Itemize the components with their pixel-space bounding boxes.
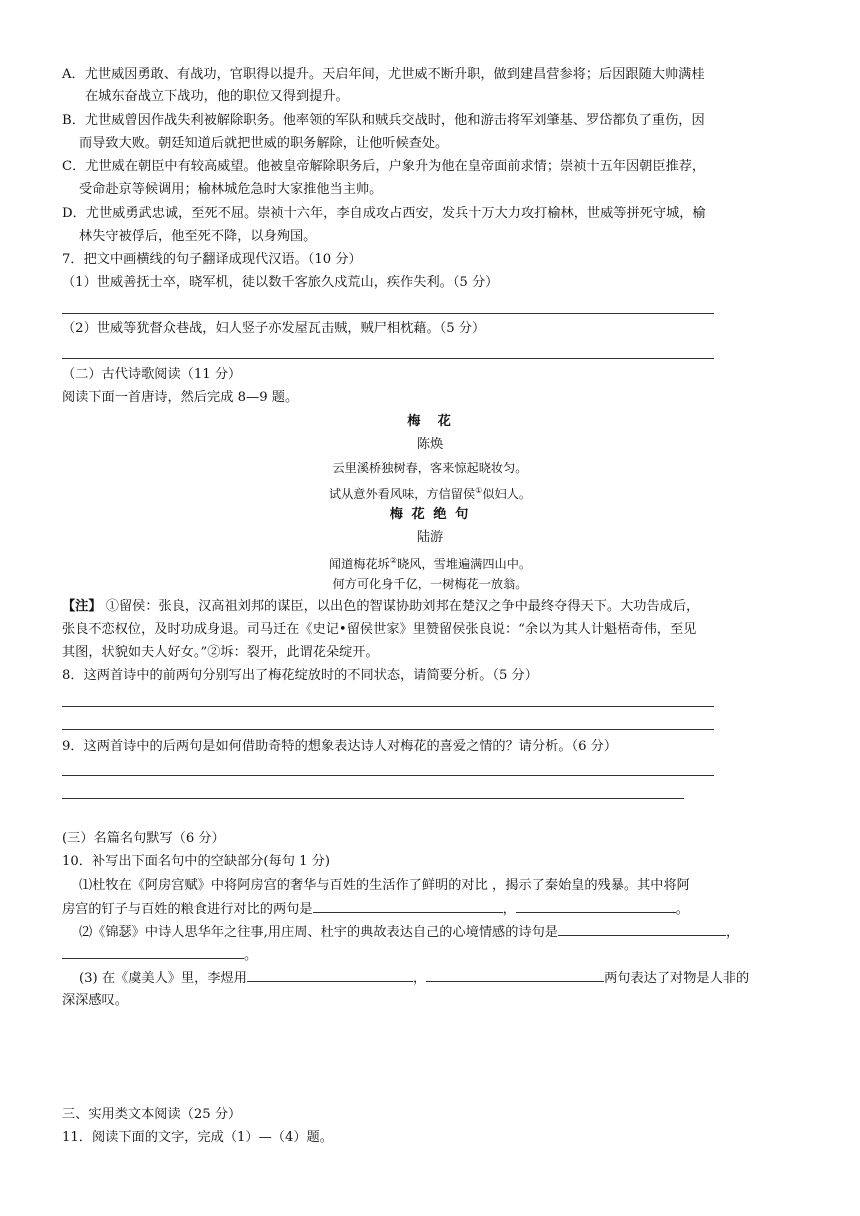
question-8: 8．这两首诗中的前两句分别写出了梅花绽放时的不同状态，请简要分析。（5 分） bbox=[62, 668, 538, 683]
option-a-line1: A．尤世威因勇敢、有战功，官职得以提升。天启年间，尤世威不断升职，做到建昌营参将；后因跟随大帅满桂 bbox=[62, 67, 705, 82]
annotation-line: 其图，状貌如夫人好女。”②坼：裂开，此谓花朵绽开。 bbox=[62, 645, 379, 660]
answer-line[interactable] bbox=[62, 798, 684, 799]
blank-input[interactable] bbox=[247, 967, 413, 982]
poem-line: 云里溪桥独树春，客来惊起晓妆匀。 bbox=[332, 461, 528, 475]
poem-line: 试从意外看风味，方信留侯①似妇人。 bbox=[328, 486, 532, 502]
option-c-line1: C．尤世威在朝臣中有较高威望。他被皇帝解除职务后，户象升为他在皇帝面前求情；崇祯十五年因朝臣推荐， bbox=[62, 159, 706, 174]
option-b-line1: B．尤世威曾因作战失利被解除职务。他率领的军队和贼兵交战时，他和游击将军刘肇基、罗岱都负了重伤，因 bbox=[62, 113, 705, 128]
fill-item-1-text: ⑴杜牧在《阿房宫赋》中将阿房宫的奢华与百姓的生活作了鲜明的对比 ，揭示了秦始皇的残暴。其中将阿 bbox=[79, 878, 690, 893]
blank-input[interactable] bbox=[313, 898, 503, 913]
fill-item-3: (3) 在《虞美人》里，李煜用 ， 两句表达了对物是人非的 bbox=[79, 967, 819, 990]
answer-line[interactable] bbox=[62, 729, 714, 730]
fill-item-3-cont: 深深感叹。 bbox=[62, 993, 128, 1008]
fill-item-1-blanks: 房宫的钉子与百姓的粮食进行对比的两句是 ， 。 bbox=[62, 898, 802, 921]
blank-input[interactable] bbox=[426, 967, 604, 982]
question-11: 11．阅读下面的文字，完成（1）—（4）题。 bbox=[62, 1130, 333, 1145]
section-heading: (三）名篇名句默写（6 分） bbox=[62, 831, 225, 846]
option-b-line2: 而导致大败。朝廷知道后就把世威的职务解除，让他听候查处。 bbox=[79, 136, 449, 151]
option-d-line1: D．尤世威勇武忠诚，至死不屈。崇祯十六年，李自成攻占西安，发兵十万大力攻打榆林，世威等拼死守城，榆 bbox=[62, 206, 706, 221]
blank-input[interactable] bbox=[62, 944, 244, 959]
part-heading: 三、实用类文本阅读（25 分） bbox=[62, 1107, 242, 1122]
footnote-marker: ② bbox=[389, 556, 398, 565]
annotation-label: 【注】 bbox=[62, 599, 102, 614]
answer-line[interactable] bbox=[62, 775, 714, 776]
fill-item-2: ⑵《锦瑟》中诗人思华年之往事,用庄周、杜宇的典故表达自己的心境情感的诗句是 ， bbox=[79, 921, 819, 944]
footnote-marker: ① bbox=[475, 486, 483, 495]
section-heading: （二）古代诗歌阅读（11 分） bbox=[62, 367, 242, 382]
blank-input[interactable] bbox=[516, 898, 676, 913]
answer-line[interactable] bbox=[62, 313, 714, 314]
poem-line: 何方可化身千亿，一树梅花一放翁。 bbox=[332, 577, 528, 591]
poem-author: 陆游 bbox=[416, 530, 444, 545]
answer-line[interactable] bbox=[62, 706, 714, 707]
poem-line: 闻道梅花坼②晓风，雪堆遍满四山中。 bbox=[328, 556, 532, 572]
poem-title: 梅 花 绝 句 bbox=[389, 507, 471, 522]
option-d-line2: 林失守被俘后，他至死不降，以身殉国。 bbox=[79, 229, 317, 244]
section-instruction: 阅读下面一首唐诗，然后完成 8—9 题。 bbox=[62, 390, 299, 405]
question-10: 10．补写出下面名句中的空缺部分(每句 1 分) bbox=[62, 854, 331, 869]
answer-line[interactable] bbox=[62, 358, 714, 359]
question-7-stem: 7．把文中画横线的句子翻译成现代汉语。（10 分） bbox=[62, 252, 362, 267]
question-7-sentence-2: （2）世威等犹督众巷战，妇人竖子亦发屋瓦击贼，贼尸相枕藉。（5 分） bbox=[62, 321, 486, 336]
option-a-line2: 在城东奋战立下战功，他的职位又得到提升。 bbox=[85, 89, 349, 104]
annotation-line: 【注】 ①留侯：张良，汉高祖刘邦的谋臣，以出色的智谋协助刘邦在楚汉之争中最终夺得天下。大功告成后， bbox=[62, 599, 700, 614]
question-7-sentence-1: （1）世威善抚士卒，晓军机，徒以数千客旅久戍荒山，疾作失利。（5 分） bbox=[62, 275, 499, 290]
poem-author: 陈焕 bbox=[416, 437, 444, 452]
annotation-line: 张良不恋权位，及时功成身退。司马迁在《史记•留侯世家》里赞留侯张良说：“余以为其人计魁梧奇伟，至见 bbox=[62, 622, 697, 637]
poem-title: 梅 花 bbox=[407, 414, 453, 429]
question-9: 9．这两首诗中的后两句是如何借助奇特的想象表达诗人对梅花的喜爱之情的？请分析。（6 分） bbox=[62, 739, 618, 754]
fill-item-2-cont: 。 bbox=[62, 944, 802, 967]
option-c-line2: 受命赴京等候调用；榆林城危急时大家推他当主帅。 bbox=[79, 182, 383, 197]
blank-input[interactable] bbox=[558, 921, 726, 936]
